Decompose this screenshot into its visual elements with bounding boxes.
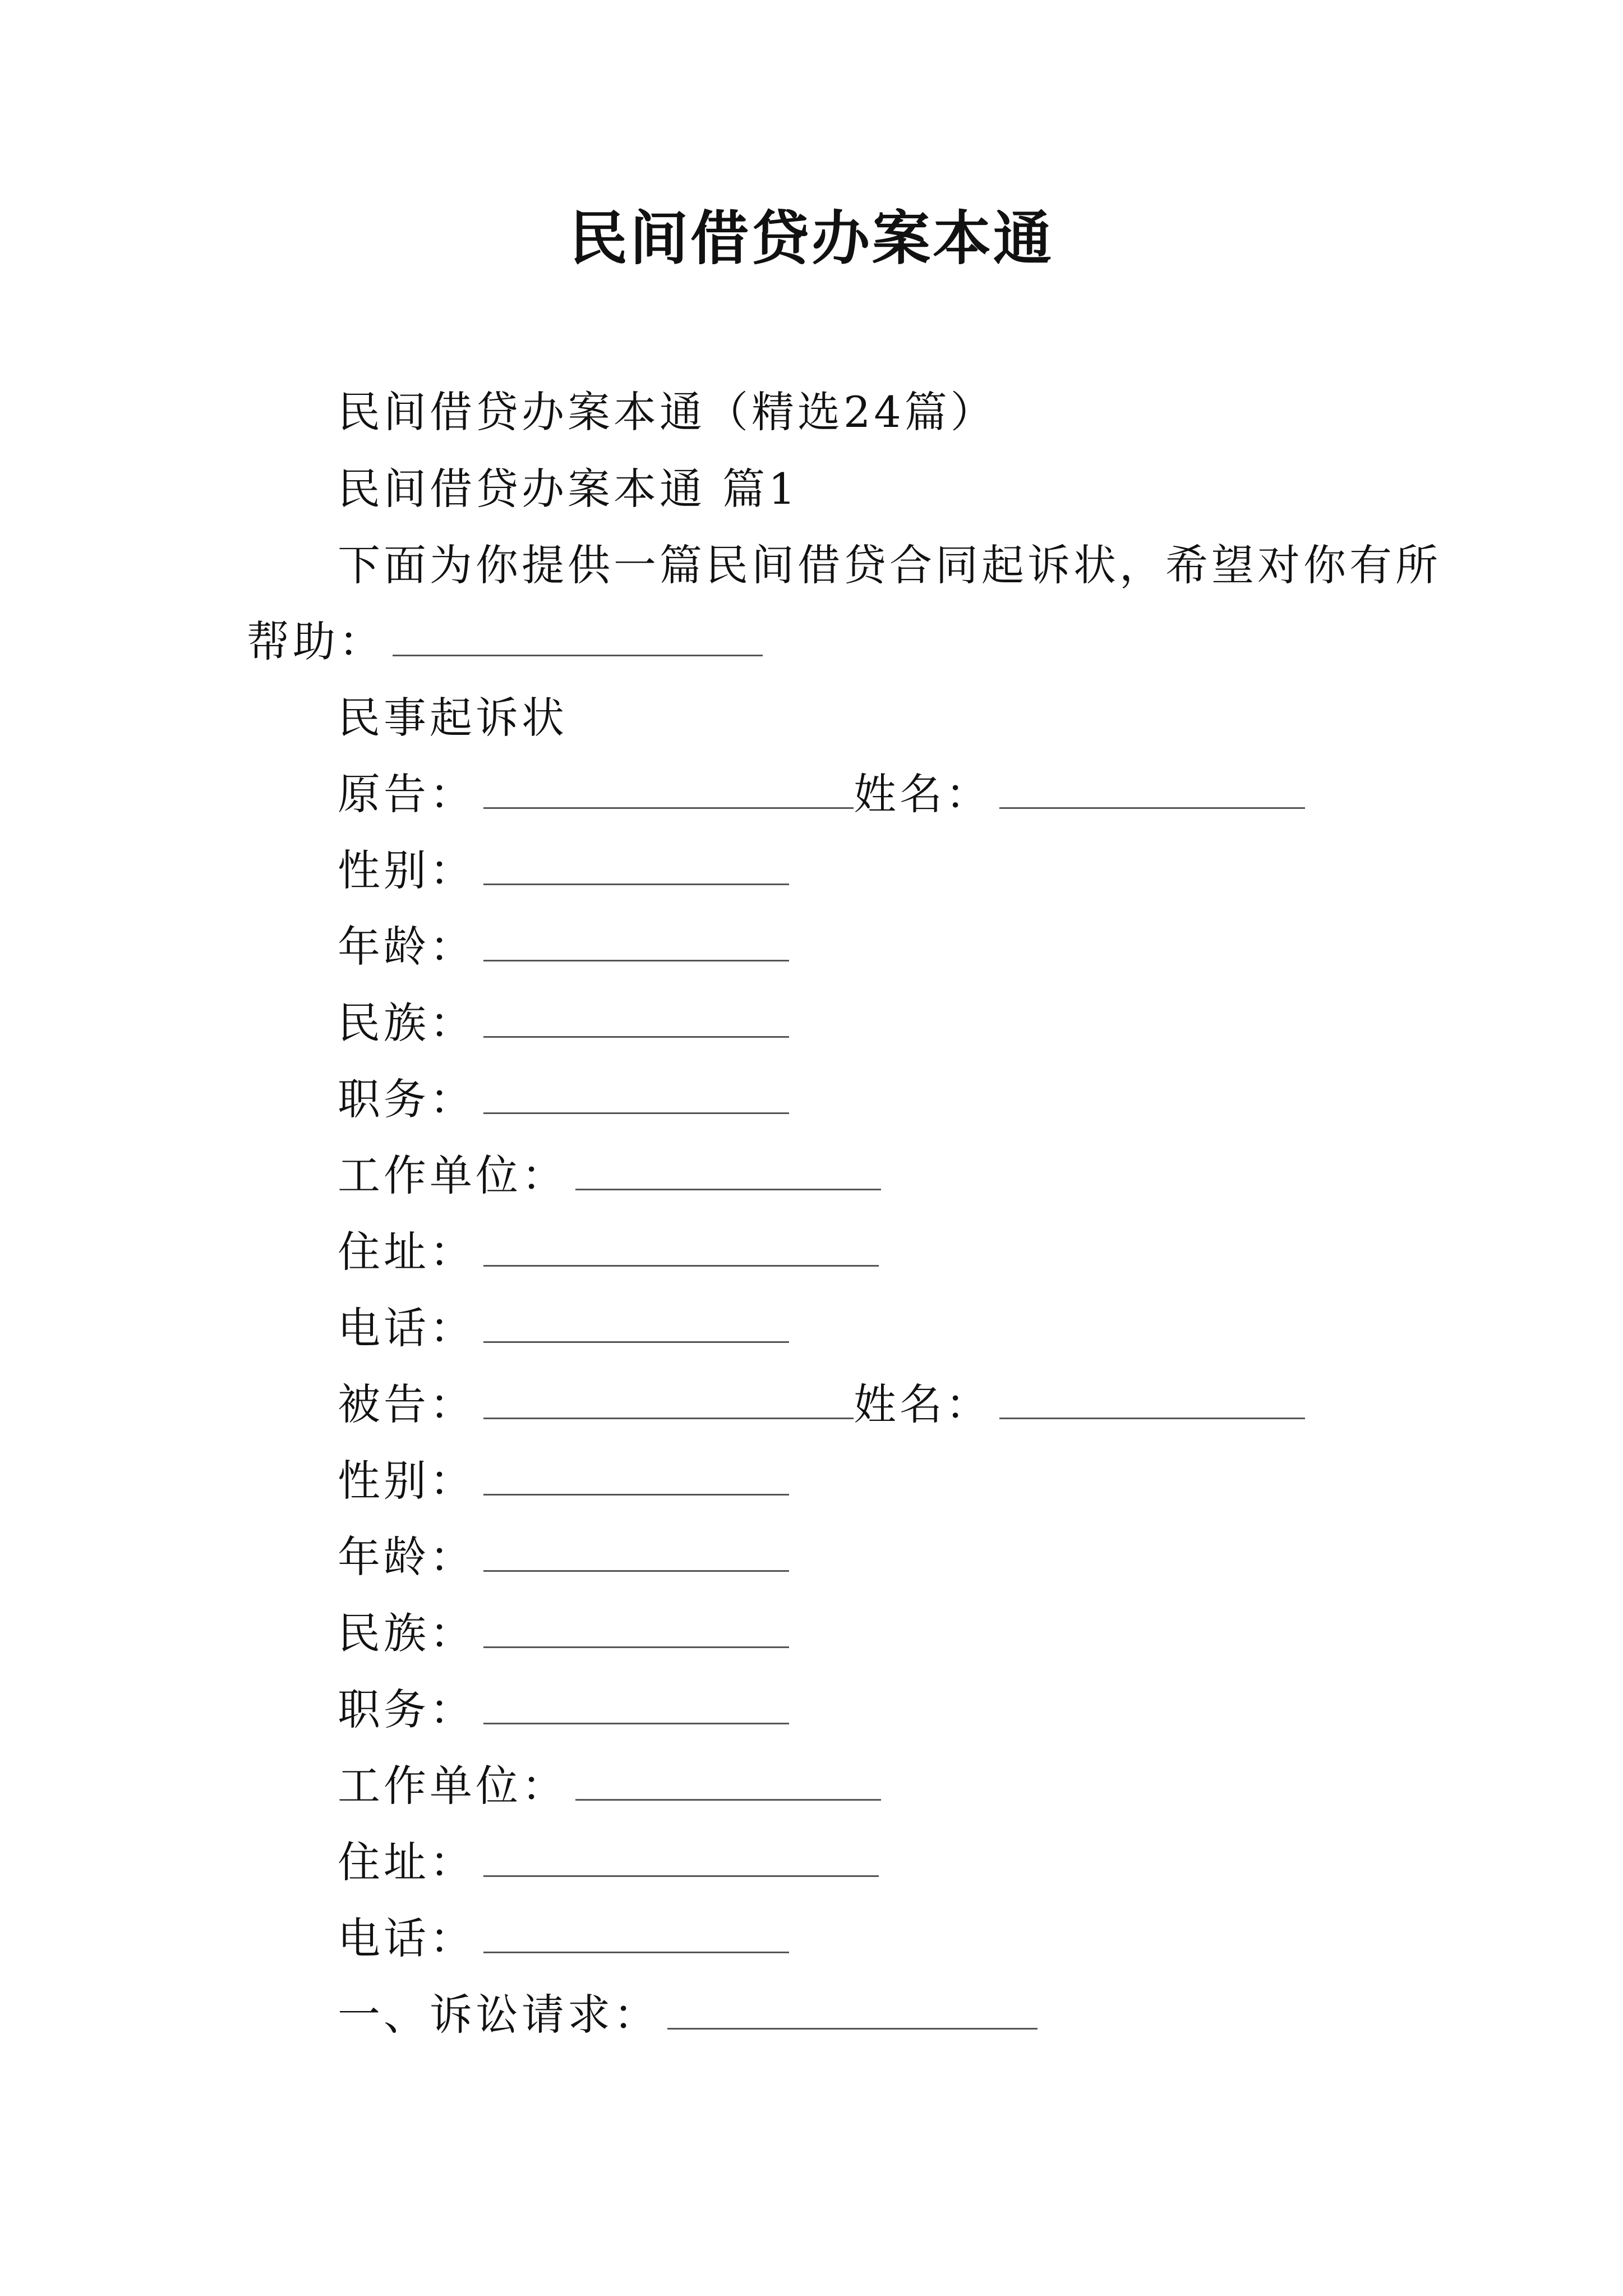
defendant-phone-label: 电话： — [338, 1913, 476, 1963]
intro-paragraph-line-1: 下面为你提供一篇民间借贷合同起诉状，希望对你有所 — [338, 540, 1441, 590]
defendant-ethnicity-row — [338, 1605, 789, 1662]
subtitle: 民间借贷办案本通（精选24篇） — [338, 387, 997, 437]
plaintiff-age-row — [338, 919, 789, 975]
defendant-position-row — [338, 1682, 789, 1738]
plaintiff-workplace-row — [338, 1148, 881, 1204]
defendant-workplace-row — [338, 1758, 881, 1814]
plaintiff-address-label: 住址： — [338, 1227, 476, 1277]
plaintiff-workplace-blank — [575, 1155, 881, 1190]
plaintiff-blank — [483, 774, 854, 809]
plaintiff-gender-label: 性别： — [338, 845, 476, 895]
plaintiff-label: 原告： — [338, 769, 476, 819]
defendant-age-row — [338, 1529, 789, 1585]
plaintiff-ethnicity-row — [338, 995, 789, 1051]
plaintiff-ethnicity-label: 民族： — [338, 998, 476, 1048]
plaintiff-name-label: 姓名： — [854, 769, 992, 819]
intro-blank-line — [393, 621, 763, 656]
plaintiff-name-blank — [999, 774, 1305, 809]
defendant-workplace-blank — [575, 1765, 881, 1801]
defendant-workplace-label: 工作单位： — [338, 1761, 568, 1811]
defendant-gender-row — [338, 1453, 789, 1509]
defendant-label: 被告： — [338, 1379, 476, 1429]
plaintiff-row — [338, 766, 1305, 822]
plaintiff-position-label: 职务： — [338, 1074, 476, 1124]
plaintiff-gender-row — [338, 843, 789, 899]
plaintiff-position-blank — [483, 1079, 789, 1114]
defendant-blank — [483, 1384, 854, 1419]
plaintiff-position-row — [338, 1071, 789, 1128]
plaintiff-phone-label: 电话： — [338, 1303, 476, 1353]
defendant-name-label: 姓名： — [854, 1379, 992, 1429]
intro-paragraph-line-2 — [247, 614, 763, 670]
defendant-ethnicity-blank — [483, 1613, 789, 1648]
claims-blank — [667, 1994, 1038, 2030]
plaintiff-phone-blank — [483, 1308, 789, 1343]
plaintiff-age-blank — [483, 926, 789, 961]
plaintiff-address-blank — [483, 1231, 879, 1267]
defendant-position-blank — [483, 1689, 789, 1724]
plaintiff-gender-blank — [483, 850, 789, 885]
plaintiff-phone-row — [338, 1300, 789, 1356]
intro-help-label: 帮助： — [247, 616, 385, 666]
defendant-address-label: 住址： — [338, 1837, 476, 1887]
defendant-name-blank — [999, 1384, 1305, 1419]
defendant-ethnicity-label: 民族： — [338, 1608, 476, 1658]
document-title: 民间借贷办案本通 — [569, 204, 1054, 273]
section-heading: 民间借贷办案本通 篇1 — [338, 464, 799, 514]
doc-heading: 民事起诉状 — [338, 693, 568, 743]
defendant-age-label: 年龄： — [338, 1532, 476, 1582]
defendant-age-blank — [483, 1536, 789, 1572]
defendant-address-blank — [483, 1842, 879, 1877]
claims-label: 一、诉讼请求： — [338, 1990, 660, 2040]
defendant-position-label: 职务： — [338, 1685, 476, 1734]
defendant-gender-label: 性别： — [338, 1456, 476, 1506]
plaintiff-workplace-label: 工作单位： — [338, 1151, 568, 1200]
defendant-phone-row — [338, 1911, 789, 1967]
defendant-row — [338, 1377, 1305, 1433]
plaintiff-address-row — [338, 1224, 879, 1280]
defendant-phone-blank — [483, 1918, 789, 1953]
defendant-address-row — [338, 1834, 879, 1890]
defendant-gender-blank — [483, 1460, 789, 1496]
plaintiff-ethnicity-blank — [483, 1002, 789, 1038]
plaintiff-age-label: 年龄： — [338, 922, 476, 972]
claims-row — [338, 1987, 1038, 2043]
